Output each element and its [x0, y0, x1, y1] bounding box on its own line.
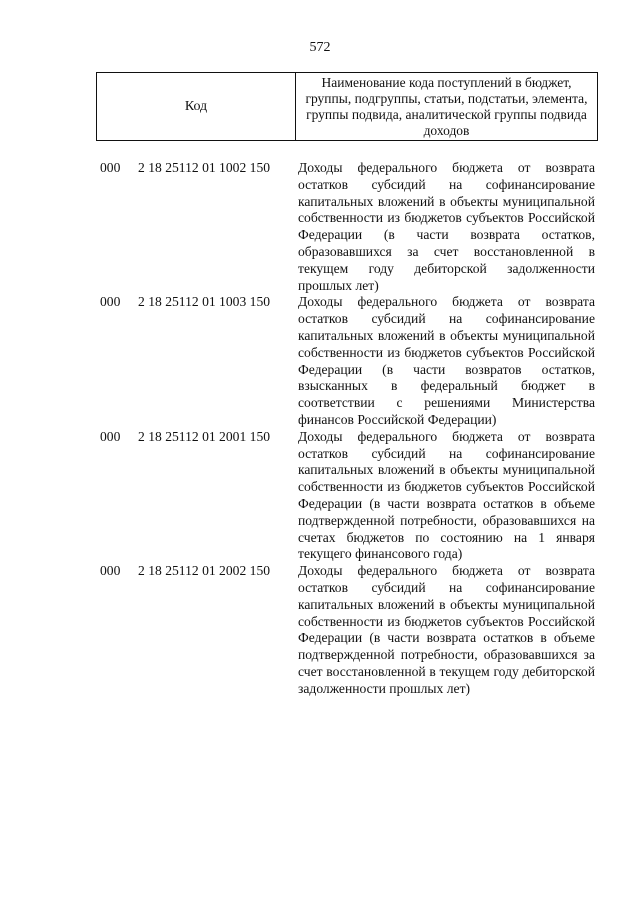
table-header: [96, 72, 598, 141]
income-description: Доходы федерального бюджета от возврата остатков субсидий на софинансирование капитальных вложений в объекты муниципальной собственности из бюджетов субъектов Российской Федерации (в части возврата остатков в объеме подтвержденной потребности, образовавшихся за счет восстановленной в текущем году дебиторской задолженности прошлых лет): [298, 563, 595, 696]
income-description: Доходы федерального бюджета от возврата остатков субсидий на софинансирование капитальных вложений в объекты муниципальной собственности из бюджетов субъектов Российской Федерации (в части возврата остатков, образовавшихся за счет восстановленной в текущем году дебиторской задолженности прошлых лет): [298, 160, 595, 293]
table-row: [100, 429, 595, 563]
table-row: [100, 160, 595, 294]
admin-code: 000: [100, 160, 121, 175]
page-number: 572: [309, 40, 331, 55]
income-code: 2 18 25112 01 1003 150: [138, 294, 271, 310]
table-row: [100, 563, 595, 697]
income-description: Доходы федерального бюджета от возврата остатков субсидий на софинансирование капитальных вложений в объекты муниципальной собственности из бюджетов субъектов Российской Федерации (в части возврата остатков в объеме подтвержденной потребности, образовавшихся на счетах бюджетов по состоянию на 1 января текущего финансового года): [298, 428, 595, 562]
income-code: 2 18 25112 01 2002 150: [138, 563, 271, 579]
admin-code: 000: [100, 428, 121, 444]
income-description: Доходы федерального бюджета от возврата остатков субсидий на софинансирование капитальных вложений в объекты муниципальной собственности из бюджетов субъектов Российской Федерации (в части возвратов остатков, взысканных в федеральный бюджет в соответствии с решениями Министерства финансов Российской Федерации): [298, 294, 595, 427]
header-name-column: Наименование кода поступлений в бюджет, группы, подгруппы, статьи, подстатьи, элемента, группы подвида, аналитической группы подвида доходов: [305, 74, 588, 138]
admin-code: 000: [100, 563, 121, 579]
income-code: 2 18 25112 01 2001 150: [138, 428, 271, 444]
income-code: 2 18 25112 01 1002 150: [138, 160, 271, 175]
table-body: [100, 160, 595, 698]
admin-code: 000: [100, 294, 121, 310]
header-code-column: Код: [97, 73, 296, 140]
table-row: [100, 294, 595, 428]
